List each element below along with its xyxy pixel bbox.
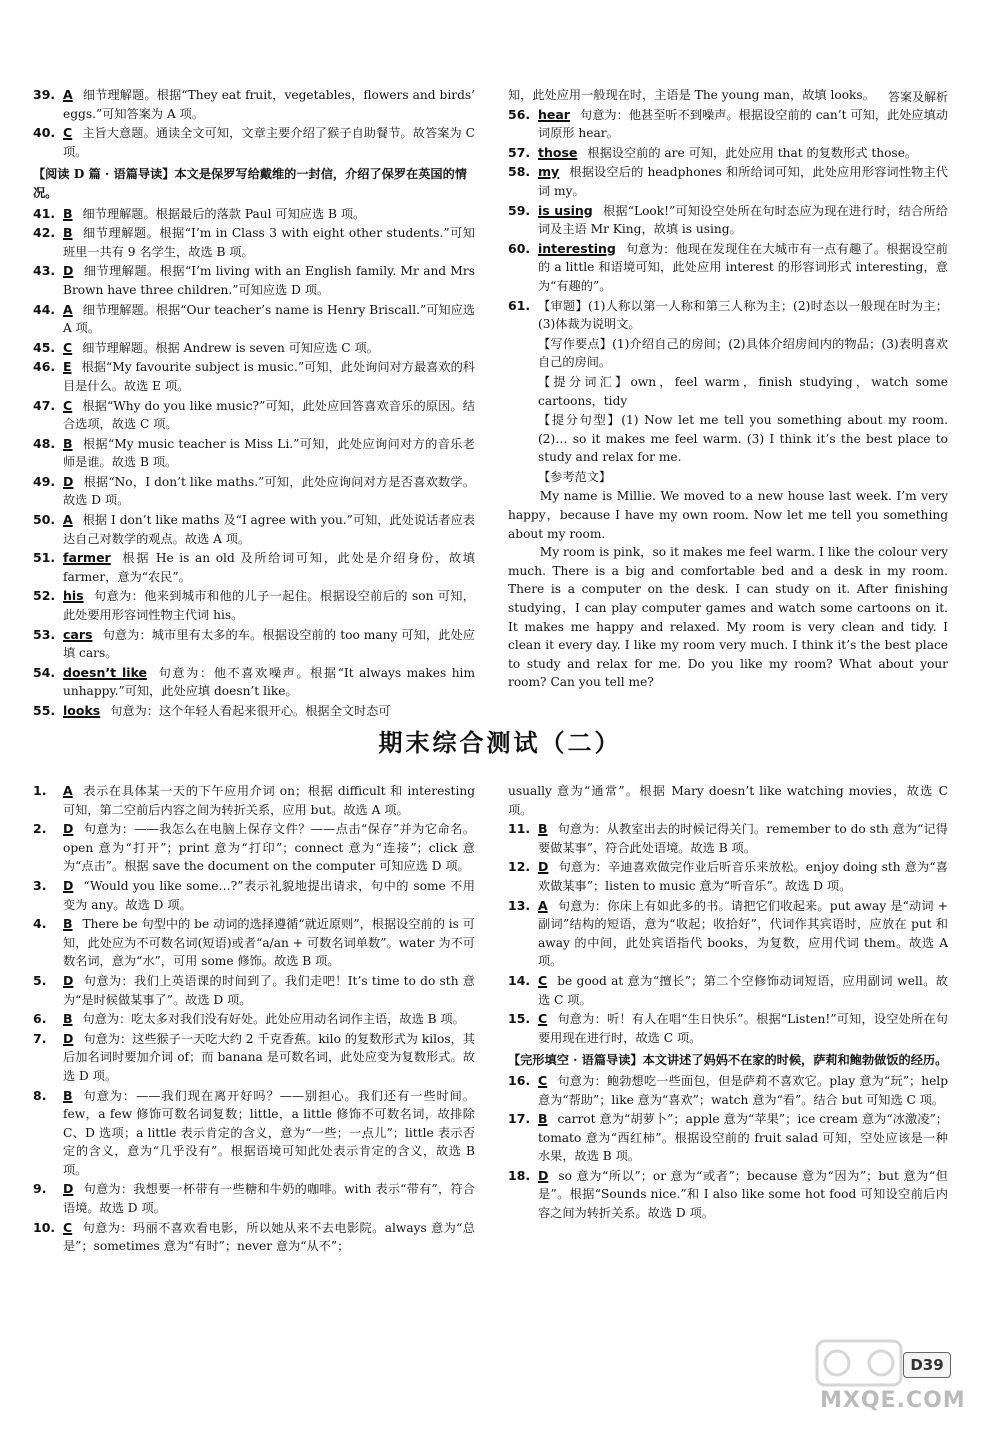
answer-key: is using xyxy=(538,202,593,218)
explanation: 句意为：他甚至听不到噪声。根据设空前的 can’t 可知，此处应填动词原形 hear。 xyxy=(538,107,948,141)
watermark-text: MXQE.COM xyxy=(820,1388,966,1413)
explanation: 句意为：我想要一杯带有一些糖和牛奶的咖啡。with 表示“带有”，符合语境。故选 D 项。 xyxy=(63,1182,475,1216)
answer-item xyxy=(33,626,475,663)
answer-item xyxy=(508,240,948,296)
writing-guide xyxy=(508,335,948,487)
answer-item xyxy=(33,1219,475,1256)
answer-item xyxy=(33,473,475,510)
writing-point: 【写作要点】(1)介绍自己的房间；(2)具体介绍房间内的物品；(3)表明喜欢自己的房间。 xyxy=(538,336,948,370)
question-number: 54. xyxy=(33,664,56,680)
question-number: 45. xyxy=(33,339,56,355)
question-number: 52. xyxy=(33,588,56,604)
question-number: 9. xyxy=(33,1181,47,1197)
question-number: 11. xyxy=(508,821,531,837)
answer-item xyxy=(508,1167,948,1223)
answer-item xyxy=(33,1030,475,1086)
answer-key: B xyxy=(63,916,73,932)
answer-item xyxy=(33,358,475,395)
continued-text: usually 意为“通常”。根据 Mary doesn’t like watching movies，故选 C 项。 xyxy=(508,784,948,817)
explanation: 句意为：这个年轻人看起来很开心。根据全文时态可 xyxy=(110,704,391,718)
question-number: 48. xyxy=(33,435,56,451)
explanation: “Would you like some…?”表示礼貌地提出请求，句中的 some 不用变为 any。故选 D 项。 xyxy=(63,878,475,912)
question-number: 15. xyxy=(508,1011,531,1027)
question-number: 6. xyxy=(33,1011,47,1027)
answer-key: C xyxy=(63,339,73,355)
answer-item xyxy=(33,511,475,548)
answer-item xyxy=(508,858,948,895)
answer-key: C xyxy=(538,1011,548,1027)
answer-key: interesting xyxy=(538,240,616,256)
answer-item xyxy=(33,549,475,586)
question-number: 10. xyxy=(33,1219,56,1235)
running-header: 答案及解析 xyxy=(887,90,948,104)
answer-key: B xyxy=(538,821,548,837)
answer-item xyxy=(33,782,475,819)
explanation: 细节理解题。根据“I’m living with an English family. Mr and Mrs Brown have three children.”可知应选 D 项。 xyxy=(63,264,475,297)
answer-item xyxy=(508,1072,948,1109)
answer-key: D xyxy=(63,473,74,489)
explanation: 句意为：他不喜欢噪声。根据“It always makes him unhappy.”可知，此处应填 doesn’t like。 xyxy=(63,665,476,699)
essay-paragraph: My room is pink，so it makes me feel warm. I like the colour very much. There is a big and comfortable bed and a desk in my room. There is a computer on the desk. I can study on it. After finishing studying，I can play computer games and watch some cartoons on it. It makes me happy and relaxed. My room is very clean and tidy. I clean it every day. I like my room very much. I think it’s the best place to study and relax for me. Do you like my room? What about your room? Can you tell me? xyxy=(508,545,948,690)
question-number: 59. xyxy=(508,202,531,218)
answer-key: B xyxy=(63,225,73,241)
answer-key: E xyxy=(63,359,72,375)
answer-key: C xyxy=(63,125,73,141)
explanation: 表示在具体某一天的下午应用介词 on；根据 difficult 和 interesting 可知，第二空前后内容之间为转折关系，应用 but。故选 A 项。 xyxy=(63,784,475,817)
question-number: 5. xyxy=(33,972,47,988)
explanation: 句意为：他现在发现住在大城市有一点有趣了。根据设空前的 a little 和语境可知，此处应用 interest 的形容词形式 interesting，意为“有趣的”。 xyxy=(538,241,948,293)
section-title: 期末综合测试（二） xyxy=(378,729,622,757)
answer-item xyxy=(33,339,475,358)
explanation: 句意为：你床上有如此多的书。请把它们收起来。put away 是“动词 + 副词”结构的短语，意为“收起；收拾好”，代词作其宾语时，应放在 put 和 away 的中间，此处宾语指代 books，为复数，应用代词 them。故选 A 项。 xyxy=(538,898,948,969)
question-number: 40. xyxy=(33,125,56,141)
answer-item xyxy=(33,435,475,472)
answer-key: hear xyxy=(538,106,570,122)
answer-item xyxy=(508,972,948,1009)
answer-key: D xyxy=(63,1030,74,1046)
answer-item xyxy=(33,86,475,123)
answer-key: B xyxy=(63,1011,73,1027)
explanation: 句意为：我们上英语课的时间到了。我们走吧！It’s time to do sth 意为“是时候做某事了”。故选 D 项。 xyxy=(63,973,475,1007)
answer-key: B xyxy=(63,435,73,451)
answer-key: D xyxy=(538,1167,549,1183)
answer-key: A xyxy=(63,301,73,317)
question-number: 39. xyxy=(33,87,56,102)
answer-key: cars xyxy=(63,626,93,642)
question-number: 56. xyxy=(508,106,531,122)
writing-point: 【提分词汇】own，feel warm，finish studying，watch some cartoons，tidy xyxy=(538,374,948,408)
answer-item xyxy=(33,262,475,299)
explanation: 细节理解题。根据最后的落款 Paul 可知应选 B 项。 xyxy=(82,206,366,221)
answer-item xyxy=(33,1010,475,1029)
explanation: 句意为：从教室出去的时候记得关门。remember to do sth 意为“记得要做某事”，符合此处语境。故选 B 项。 xyxy=(538,822,948,855)
model-essay xyxy=(508,487,948,692)
answer-key: doesn’t like xyxy=(63,664,148,680)
answer-key: C xyxy=(63,1219,73,1235)
answer-item xyxy=(33,702,475,721)
question-number: 43. xyxy=(33,263,56,279)
explanation: 根据 I don’t like maths 及“I agree with you.”可知，此处说话者应表达自己对数学的观点。故选 A 项。 xyxy=(63,513,475,546)
explanation: 细节理解题。根据 Andrew is seven 可知应选 C 项。 xyxy=(82,340,379,355)
answer-item xyxy=(508,163,948,200)
answer-item xyxy=(508,144,948,163)
explanation: 根据设空后的 headphones 和所给词可知，此处应用形容词性物主代词 my。 xyxy=(538,165,948,198)
answer-item xyxy=(33,664,475,701)
answer-item xyxy=(508,820,948,857)
answer-item xyxy=(33,877,475,914)
question-number: 42. xyxy=(33,225,56,241)
page-number: D39 xyxy=(903,1352,951,1378)
question-number: 44. xyxy=(33,301,56,317)
question-number: 47. xyxy=(33,397,56,413)
answer-item xyxy=(508,897,948,971)
question-number: 8. xyxy=(33,1087,47,1103)
answer-key: B xyxy=(63,205,73,221)
question-number: 58. xyxy=(508,164,531,180)
answer-item xyxy=(508,202,948,239)
explanation: 句意为：玛丽不喜欢看电影，所以她从来不去电影院。always 意为“总是”；sometimes 意为“有时”；never 意为“从不”； xyxy=(63,1220,475,1254)
answer-item xyxy=(33,915,475,971)
answer-key: D xyxy=(63,877,74,893)
answer-item xyxy=(33,820,475,876)
explanation: 细节理解题。根据“Our teacher’s name is Henry Briscall.”可知应选 A 项。 xyxy=(63,302,475,336)
answer-key: D xyxy=(63,1181,74,1197)
explanation: 句意为：——我们现在离开好吗？——别担心。我们还有一些时间。few，a few 修饰可数名词复数；little，a little 修饰不可数名词，故排除 C、D 选项；a little 表示肯定的含义，意为“一些；一点儿”；little 表示否定的含义，意为“几乎没有”。根据语境可知此处表示肯定的含义，故选 B 项。 xyxy=(63,1088,475,1177)
answer-key: A xyxy=(63,87,73,102)
column-left-bottom xyxy=(33,782,475,1257)
question-number: 14. xyxy=(508,972,531,988)
question-number: 18. xyxy=(508,1167,531,1183)
answer-key: D xyxy=(538,859,549,875)
passage-guide: 【阅读 D 篇 · 语篇导读】本文是保罗写给戴维的一封信，介绍了保罗在英国的情况。 xyxy=(33,167,467,200)
explanation: 句意为：——我怎么在电脑上保存文件？——点击“保存”并为它命名。open 意为“打开”；print 意为“打印”；connect 意为“连接”；click 意为“点击”。根据 save the document on the computer 可知应选 D 项。 xyxy=(63,822,475,874)
answer-item xyxy=(33,301,475,338)
question-number: 53. xyxy=(33,626,56,642)
answer-list xyxy=(508,106,948,334)
answer-item xyxy=(33,1087,475,1180)
question-number: 13. xyxy=(508,897,531,913)
explanation: 句意为：辛迪喜欢做完作业后听音乐来放松。enjoy doing sth 意为“喜欢做某事”；listen to music 意为“听音乐”。故选 D 项。 xyxy=(538,860,948,893)
explanation: 句意为：听！有人在唱“生日快乐”。根据“Listen!”可知，设空处所在句要用现在进行时，故选 C 项。 xyxy=(538,1012,948,1045)
question-number: 16. xyxy=(508,1072,531,1088)
passage-guide: 【完形填空 · 语篇导读】本文讲述了妈妈不在家的时候，萨莉和鲍勃做饭的经历。 xyxy=(508,1053,948,1068)
answer-item xyxy=(33,205,475,224)
question-number: 7. xyxy=(33,1030,47,1046)
answer-item xyxy=(33,124,475,161)
explanation: 细节理解题。根据“I’m in Class 3 with eight other students.”可知班里一共有 9 名学生，故选 B 项。 xyxy=(63,226,475,259)
answer-key: farmer xyxy=(63,550,111,566)
explanation: 根据“My music teacher is Miss Li.”可知，此处应询问对方的音乐老师是谁。故选 B 项。 xyxy=(63,436,475,470)
answer-key: looks xyxy=(63,703,101,718)
essay-paragraph: My name is Millie. We moved to a new house last week. I’m very happy，because I have my own room. Now let me tell you something about my room. xyxy=(508,489,948,541)
question-number: 50. xyxy=(33,512,56,528)
question-number: 2. xyxy=(33,821,47,837)
question-number: 41. xyxy=(33,205,56,221)
explanation: 句意为：城市里有太多的车。根据设空前的 too many 可知，此处应填 cars。 xyxy=(63,627,475,661)
explanation: carrot 意为“胡萝卜”；apple 意为“苹果”；ice cream 意为“冰激凌”；tomato 意为“西红柿”。根据设空前的 fruit salad 可知，空处应该是一种水果，故选 B 项。 xyxy=(538,1112,948,1164)
writing-point: 【参考范文】 xyxy=(538,469,612,484)
explanation: 句意为：吃太多对我们没有好处。此处应用动名词作主语，故选 B 项。 xyxy=(82,1012,465,1027)
question-number: 57. xyxy=(508,144,531,160)
explanation: 根据“No，I don’t like maths.”可知，此处应询问对方是否喜欢数学。故选 D 项。 xyxy=(63,474,475,508)
watermark-logo-icon xyxy=(815,1335,903,1391)
question-number: 55. xyxy=(33,703,56,718)
answer-key: D xyxy=(63,821,74,837)
explanation: 【审题】(1)人称以第一人称和第三人称为主；(2)时态以一般现在时为主；(3)体裁为说明文。 xyxy=(538,298,948,332)
column-right-bottom xyxy=(508,782,948,1224)
explanation: 根据 He is an old 及所给词可知，此处是介绍身份，故填 farmer，意为“农民”。 xyxy=(63,551,475,584)
column-left-top xyxy=(33,86,475,722)
explanation: 主旨大意题。通读全文可知，文章主要介绍了猴子自助餐节。故答案为 C 项。 xyxy=(63,126,475,159)
answer-key: B xyxy=(538,1111,548,1127)
continued-text: 知，此处应用一般现在时，主语是 The young man，故填 looks。 xyxy=(508,88,875,102)
answer-key: C xyxy=(63,397,73,413)
explanation: 细节理解题。根据“They eat fruit，vegetables，flowers and birds’ eggs.”可知答案为 A 项。 xyxy=(63,88,475,121)
explanation: 根据“My favourite subject is music.”可知，此处询问对方最喜欢的科目是什么。故选 E 项。 xyxy=(63,360,475,393)
question-number: 49. xyxy=(33,473,56,489)
answer-key: those xyxy=(538,144,578,160)
question-number: 17. xyxy=(508,1111,531,1127)
answer-key: D xyxy=(63,972,74,988)
answer-item xyxy=(33,397,475,434)
answer-item xyxy=(33,224,475,261)
question-number: 12. xyxy=(508,859,531,875)
explanation: 根据“Look!”可知设空处所在句时态应为现在进行时，结合所给词及主语 Mr King，故填 is using。 xyxy=(538,203,948,237)
answer-key: B xyxy=(63,1087,73,1103)
question-number: 61. xyxy=(508,297,531,313)
column-right-top xyxy=(508,86,948,692)
question-number: 51. xyxy=(33,550,56,566)
answer-item xyxy=(508,1110,948,1166)
explanation: 句意为：他来到城市和他的儿子一起住。根据设空前后的 son 可知，此处要用形容词性物主代词 his。 xyxy=(63,589,475,623)
explanation: 句意为：鲍勃想吃一些面包，但是萨莉不喜欢它。play 意为“玩”；help 意为“帮助”；like 意为“喜欢”；watch 意为“看”。结合 but 可知选 C 项。 xyxy=(538,1073,948,1107)
answer-item xyxy=(508,106,948,143)
question-number: 4. xyxy=(33,916,47,932)
answer-item xyxy=(33,587,475,624)
answer-item xyxy=(33,1180,475,1217)
answer-key: A xyxy=(538,897,548,913)
answer-list xyxy=(508,820,948,1222)
answer-key: my xyxy=(538,164,560,180)
answer-key: A xyxy=(63,783,73,798)
explanation: be good at 意为“擅长”；第二个空修饰动词短语，应用副词 well。故选 C 项。 xyxy=(538,973,948,1007)
answer-key: C xyxy=(538,972,548,988)
writing-point: 【提分句型】(1) Now let me tell you something about my room. (2)… so it makes me feel warm. (3) I think it’s the best place to study and relax for me. xyxy=(538,413,948,465)
question-number: 60. xyxy=(508,240,531,256)
question-number: 46. xyxy=(33,359,56,375)
answer-item xyxy=(508,297,948,334)
explanation: 句意为：这些猴子一天吃大约 2 千克香蕉。kilo 的复数形式为 kilos，其后加名词时要加介词 of；而 banana 是可数名词，此处应变为复数形式。故选 D 项。 xyxy=(63,1031,475,1083)
answer-key: his xyxy=(63,588,84,604)
answer-key: D xyxy=(63,263,74,279)
explanation: 根据“Why do you like music?”可知，此处应回答喜欢音乐的原因。结合选项，故选 C 项。 xyxy=(63,398,475,432)
question-number: 3. xyxy=(33,877,47,893)
question-number: 1. xyxy=(33,783,47,798)
explanation: so 意为“所以”；or 意为“或者”；because 意为“因为”；but 意为“但是”。根据“Sounds nice.”和 I also like some hot food 可知设空前后内容之间为转折关系。故选 D 项。 xyxy=(538,1168,948,1221)
explanation: 根据设空前的 are 可知，此处应用 that 的复数形式 those。 xyxy=(587,145,918,160)
answer-key: A xyxy=(63,512,73,528)
answer-item xyxy=(33,972,475,1009)
answer-item xyxy=(508,1010,948,1047)
explanation: There be 句型中的 be 动词的选择遵循“就近原则”，根据设空前的 is 可知，此处应为不可数名词(短语)或者“a/an + 可数名词单数”。water 为不可数名词，意为“水”，可用 some 修饰。故选 B 项。 xyxy=(63,917,475,969)
answer-key: C xyxy=(538,1072,548,1088)
